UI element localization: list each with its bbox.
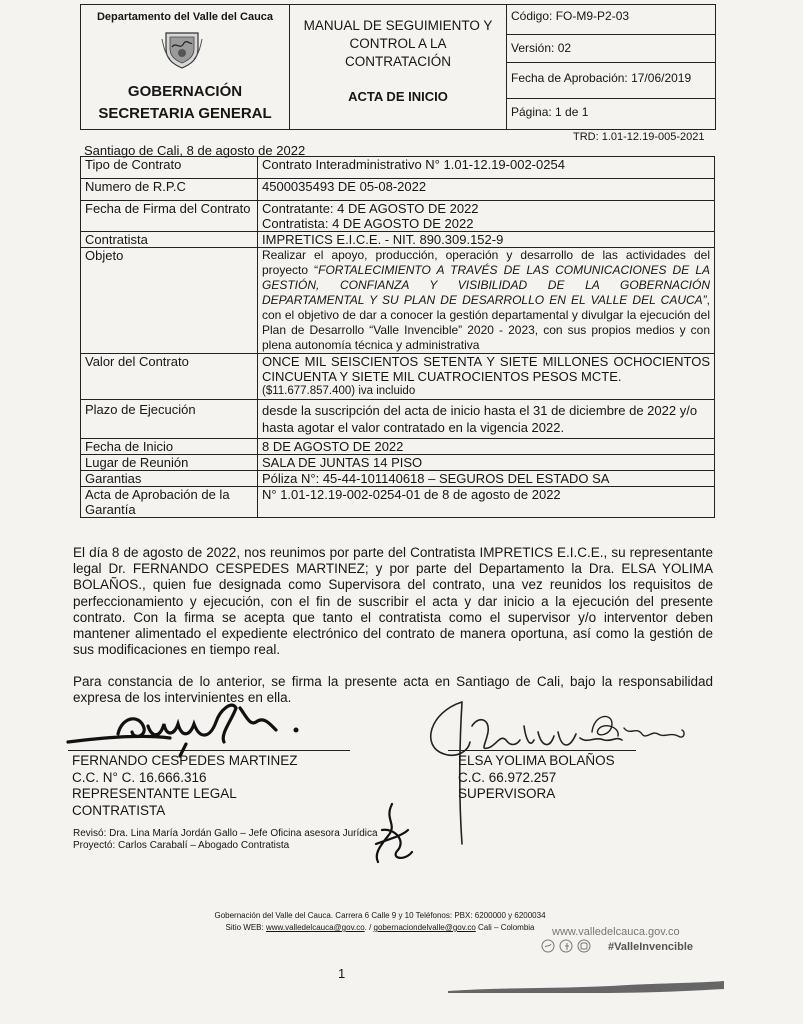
supervisor-signature-block	[458, 753, 615, 803]
document-header	[80, 4, 716, 130]
table-row	[81, 201, 715, 232]
place-date: Santiago de Cali, 8 de agosto de 2022	[84, 143, 306, 158]
government-title: GOBERNACIÓN SECRETARIA GENERAL	[98, 83, 272, 122]
footer-email-link[interactable]: gobernaciondelvalle@gov.co	[373, 923, 476, 932]
supervisor-name: ELSA YOLIMA BOLAÑOS	[458, 753, 615, 768]
contract-type-value: Contrato Interadministrativo N° 1.01-12.19-002-0254	[258, 157, 715, 179]
header-metadata-cell	[507, 5, 715, 129]
footer-website: www.valledelcauca.gov.co	[552, 926, 680, 938]
contractor-role-2: CONTRATISTA	[72, 802, 166, 818]
footer-web-link[interactable]: www.valledelcauca@gov.co	[265, 923, 365, 932]
document-code: Código: FO-M9-P2-03	[507, 5, 715, 35]
rpc-label: Numero de R.P.C	[81, 179, 258, 201]
document-version: Versión: 02	[507, 35, 715, 63]
table-row	[81, 471, 715, 487]
contractor-value: IMPRETICS E.I.C.E. - NIT. 890.309.152-9	[258, 232, 715, 248]
footer-hashtag: #ValleInvencible	[608, 941, 693, 953]
manual-title: MANUAL DE SEGUIMIENTO Y CONTROL A LA CONTRATACIÓN	[303, 18, 493, 69]
supervisor-role: SUPERVISORA	[458, 786, 556, 801]
table-row	[81, 455, 715, 471]
guarantee-approval-label: Acta de Aprobación de la Garantía	[81, 487, 258, 518]
contractor-label: Contratista	[81, 232, 258, 248]
table-row	[81, 232, 715, 248]
object-value: Realizar el apoyo, producción, operación y desarrollo de las actividades del proyecto “FORTALECIMIENTO A TRAVÉS DE LAS COMUNICACIONES DE LA GESTIÓN, CONFIANZA Y VISIBILIDAD DE LA GOBERNACIÓN DEPARTAMENTAL Y SU PLAN DE DESARROLLO EN EL VALLE DEL CAUCA”, con el objetivo de dar a conocer la gestión departamental y divulgar la ejecución del Plan de Desarrollo “Valle Invencible” 2020 - 2023, con sus propios medios y con plena autonomía técnica y administrativa	[258, 248, 715, 354]
guarantees-label: Garantias	[81, 471, 258, 487]
social-media-icons	[541, 939, 603, 953]
contractor-name: FERNANDO CESPEDES MARTINEZ	[72, 753, 298, 768]
footer-address: Gobernación del Valle del Cauca. Carrera 6 Calle 9 y 10 Teléfonos: PBX: 6200000 y 6200034	[214, 911, 546, 920]
signing-date-label: Fecha de Firma del Contrato	[81, 201, 258, 232]
table-row	[81, 400, 715, 439]
department-name: Departamento del Valle del Cauca	[96, 11, 274, 23]
term-value: desde la suscripción del acta de inicio hasta el 31 de diciembre de 2022 y/o hasta agotar el valor contratado en la vigencia 2022.	[258, 400, 715, 439]
guarantee-approval-value: N° 1.01-12.19-002-0254-01 de 8 de agosto de 2022	[258, 487, 715, 518]
supervisor-id: C.C. 66.972.257	[458, 769, 557, 785]
prepared-by: Proyectó: Carlos Carabalí – Abogado Contratista	[73, 840, 290, 851]
review-credits	[73, 828, 378, 852]
object-label: Objeto	[81, 248, 258, 354]
table-row	[81, 248, 715, 354]
reviewed-by: Revisó: Dra. Lina María Jordán Gallo – Jefe Oficina asesora Jurídica	[73, 828, 378, 839]
contract-type-label: Tipo de Contrato	[81, 157, 258, 179]
body-paragraph: El día 8 de agosto de 2022, nos reunimos por parte del Contratista IMPRETICS E.I.C.E., su representante legal Dr. FERNANDO CESPEDES MARTINEZ; y por parte del Departamento la Dra. ELSA YOLIMA BOLAÑOS., quien fue designada como Supervisora del contrato, una vez reunidos los requisitos de perfeccionamiento y ejecución, con el fin de suscribir el acta y dar inicio a la ejecución del presente contrato. Con la firma se acepta que tanto el contratista como el supervisor y/o interventor deben mantener alimentado el expediente electrónico del contrato de manera oportuna, así como la gestión de sus modificaciones en tiempo real.	[73, 545, 713, 658]
header-entity-cell	[81, 5, 290, 129]
meeting-place-label: Lugar de Reunión	[81, 455, 258, 471]
contract-value-label: Valor del Contrato	[81, 354, 258, 400]
page-number: 1	[338, 966, 346, 981]
footer-wave-decoration	[448, 975, 724, 995]
table-row	[81, 354, 715, 400]
approval-date: Fecha de Aprobación: 17/06/2019	[507, 63, 715, 99]
table-row	[81, 487, 715, 518]
meeting-place-value: SALA DE JUNTAS 14 PISO	[258, 455, 715, 471]
rpc-value: 4500035493 DE 05-08-2022	[258, 179, 715, 201]
contract-value-value: ONCE MIL SEISCIENTOS SETENTA Y SIETE MILLONES OCHOCIENTOS CINCUENTA Y SIETE MIL CUATROCIENTOS PESOS MCTE. ($11.677.857.400) iva incluido	[258, 354, 715, 400]
document-type: ACTA DE INICIO	[348, 89, 448, 104]
guarantees-value: Póliza N°: 45-44-101140618 – SEGUROS DEL ESTADO SA	[258, 471, 715, 487]
closing-paragraph: Para constancia de lo anterior, se firma la presente acta en Santiago de Cali, bajo la responsabilidad expresa de los intervinientes en ella.	[73, 674, 713, 706]
start-date-value: 8 DE AGOSTO DE 2022	[258, 439, 715, 455]
footer-contact: Sitio WEB: www.valledelcauca@gov.co. / gobernaciondelvalle@gov.co Cali – Colombia	[225, 923, 535, 932]
table-row	[81, 439, 715, 455]
header-title-cell	[290, 5, 507, 129]
contractor-role: REPRESENTANTE LEGAL	[72, 786, 237, 801]
contract-details-table	[80, 156, 715, 518]
contractor-signature-block	[72, 753, 298, 819]
contractor-id: C.C. N° C. 16.666.316	[72, 769, 207, 785]
coat-of-arms-icon	[160, 29, 204, 69]
table-row	[81, 157, 715, 179]
signing-date-value: Contratante: 4 DE AGOSTO DE 2022 Contratista: 4 DE AGOSTO DE 2022	[258, 201, 715, 232]
term-label: Plazo de Ejecución	[81, 400, 258, 439]
page-count: Página: 1 de 1	[511, 105, 589, 119]
trd-code: TRD: 1.01-12.19-005-2021	[573, 131, 705, 143]
start-date-label: Fecha de Inicio	[81, 439, 258, 455]
table-row	[81, 179, 715, 201]
